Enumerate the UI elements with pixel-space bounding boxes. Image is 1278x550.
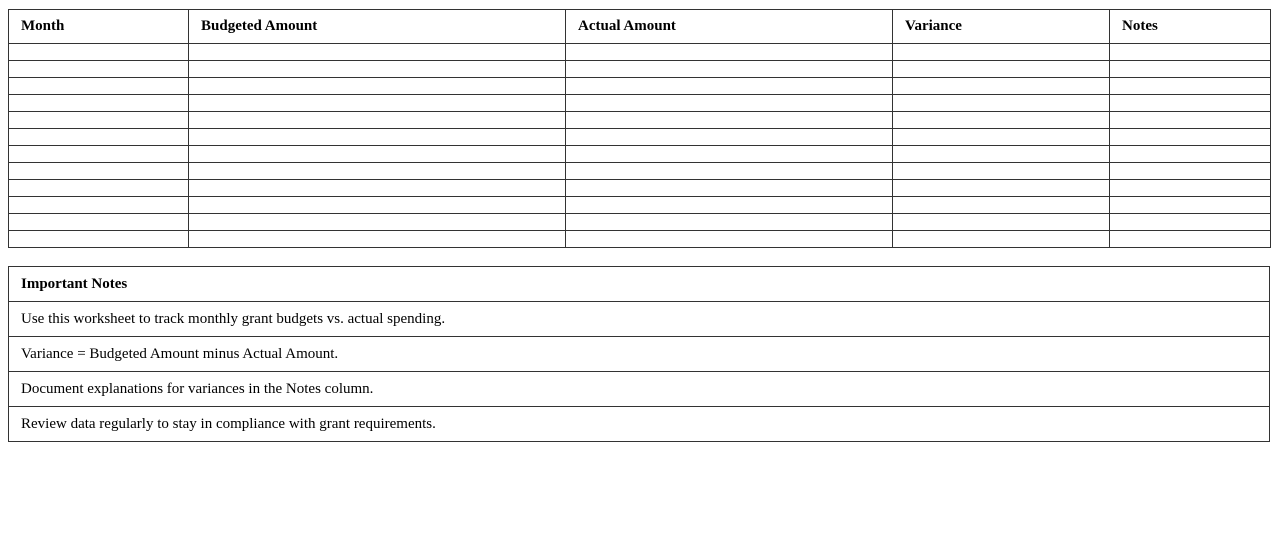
- table-row: [9, 231, 1271, 248]
- table-row: [9, 197, 1271, 214]
- table-row: [9, 180, 1271, 197]
- table-cell-actual-amount[interactable]: [566, 163, 893, 180]
- table-cell-month[interactable]: [9, 44, 189, 61]
- table-cell-month[interactable]: [9, 197, 189, 214]
- table-cell-budgeted-amount[interactable]: [189, 163, 566, 180]
- table-cell-notes[interactable]: [1110, 163, 1271, 180]
- column-header-notes: Notes: [1110, 10, 1271, 44]
- table-cell-notes[interactable]: [1110, 61, 1271, 78]
- column-header-variance: Variance: [893, 10, 1110, 44]
- table-cell-budgeted-amount[interactable]: [189, 180, 566, 197]
- table-cell-variance[interactable]: [893, 61, 1110, 78]
- table-cell-actual-amount[interactable]: [566, 180, 893, 197]
- table-cell-notes[interactable]: [1110, 78, 1271, 95]
- note-item: Use this worksheet to track monthly grant budgets vs. actual spending.: [9, 302, 1270, 337]
- table-cell-actual-amount[interactable]: [566, 197, 893, 214]
- table-cell-notes[interactable]: [1110, 44, 1271, 61]
- table-cell-notes[interactable]: [1110, 95, 1271, 112]
- table-row: [9, 214, 1271, 231]
- table-cell-actual-amount[interactable]: [566, 95, 893, 112]
- table-cell-month[interactable]: [9, 78, 189, 95]
- table-cell-notes[interactable]: [1110, 180, 1271, 197]
- table-cell-budgeted-amount[interactable]: [189, 129, 566, 146]
- table-cell-actual-amount[interactable]: [566, 214, 893, 231]
- table-cell-actual-amount[interactable]: [566, 78, 893, 95]
- table-cell-actual-amount[interactable]: [566, 44, 893, 61]
- table-cell-notes[interactable]: [1110, 214, 1271, 231]
- note-item: Variance = Budgeted Amount minus Actual Amount.: [9, 337, 1270, 372]
- table-cell-month[interactable]: [9, 214, 189, 231]
- table-row: [9, 78, 1271, 95]
- table-row: [9, 163, 1271, 180]
- table-cell-actual-amount[interactable]: [566, 129, 893, 146]
- table-row: [9, 129, 1271, 146]
- table-cell-variance[interactable]: [893, 180, 1110, 197]
- table-row: [9, 44, 1271, 61]
- table-cell-month[interactable]: [9, 231, 189, 248]
- column-header-actual-amount: Actual Amount: [566, 10, 893, 44]
- table-cell-month[interactable]: [9, 146, 189, 163]
- table-cell-budgeted-amount[interactable]: [189, 61, 566, 78]
- table-cell-budgeted-amount[interactable]: [189, 231, 566, 248]
- table-row: [9, 112, 1271, 129]
- table-cell-actual-amount[interactable]: [566, 146, 893, 163]
- table-cell-variance[interactable]: [893, 231, 1110, 248]
- table-cell-budgeted-amount[interactable]: [189, 44, 566, 61]
- table-cell-notes[interactable]: [1110, 231, 1271, 248]
- table-cell-budgeted-amount[interactable]: [189, 112, 566, 129]
- table-cell-month[interactable]: [9, 129, 189, 146]
- column-header-budgeted-amount: Budgeted Amount: [189, 10, 566, 44]
- table-cell-budgeted-amount[interactable]: [189, 214, 566, 231]
- table-cell-month[interactable]: [9, 95, 189, 112]
- note-row: [9, 372, 1270, 407]
- table-row: [9, 95, 1271, 112]
- table-cell-variance[interactable]: [893, 197, 1110, 214]
- note-row: [9, 302, 1270, 337]
- table-cell-variance[interactable]: [893, 44, 1110, 61]
- table-cell-variance[interactable]: [893, 214, 1110, 231]
- note-row: [9, 407, 1270, 442]
- table-cell-variance[interactable]: [893, 112, 1110, 129]
- table-cell-notes[interactable]: [1110, 197, 1271, 214]
- table-cell-variance[interactable]: [893, 146, 1110, 163]
- table-cell-variance[interactable]: [893, 95, 1110, 112]
- table-cell-variance[interactable]: [893, 163, 1110, 180]
- table-cell-notes[interactable]: [1110, 129, 1271, 146]
- table-cell-budgeted-amount[interactable]: [189, 95, 566, 112]
- budget-worksheet-table: [8, 9, 1271, 248]
- table-cell-month[interactable]: [9, 163, 189, 180]
- table-cell-actual-amount[interactable]: [566, 231, 893, 248]
- table-cell-variance[interactable]: [893, 78, 1110, 95]
- table-cell-budgeted-amount[interactable]: [189, 197, 566, 214]
- table-cell-month[interactable]: [9, 61, 189, 78]
- table-cell-notes[interactable]: [1110, 146, 1271, 163]
- table-header-row: [9, 10, 1271, 44]
- note-row: [9, 337, 1270, 372]
- note-item: Review data regularly to stay in compliance with grant requirements.: [9, 407, 1270, 442]
- notes-title: Important Notes: [9, 267, 1270, 302]
- notes-header-row: [9, 267, 1270, 302]
- note-item: Document explanations for variances in the Notes column.: [9, 372, 1270, 407]
- table-cell-notes[interactable]: [1110, 112, 1271, 129]
- table-row: [9, 61, 1271, 78]
- table-cell-variance[interactable]: [893, 129, 1110, 146]
- table-cell-actual-amount[interactable]: [566, 61, 893, 78]
- column-header-month: Month: [9, 10, 189, 44]
- important-notes-table: [8, 266, 1270, 442]
- table-cell-budgeted-amount[interactable]: [189, 146, 566, 163]
- table-cell-month[interactable]: [9, 180, 189, 197]
- table-cell-actual-amount[interactable]: [566, 112, 893, 129]
- table-cell-budgeted-amount[interactable]: [189, 78, 566, 95]
- table-row: [9, 146, 1271, 163]
- table-cell-month[interactable]: [9, 112, 189, 129]
